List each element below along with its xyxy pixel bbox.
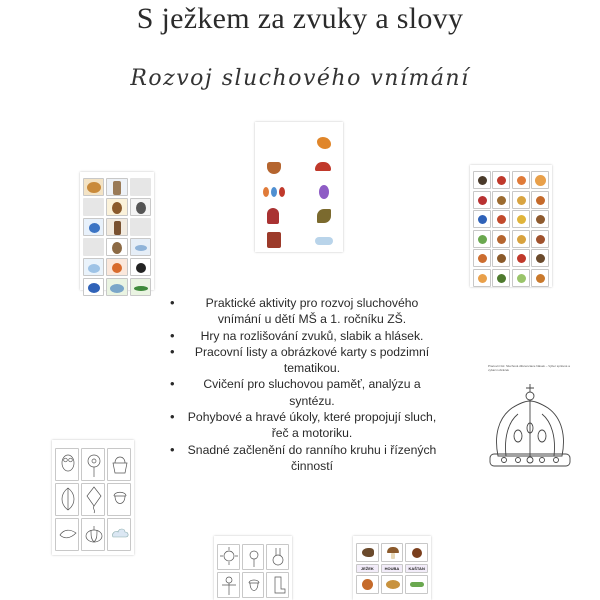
leaves-picture [311,134,337,154]
card-image [512,210,530,228]
sheet-heading [52,440,134,448]
card-image [473,210,491,228]
card-image [130,258,151,276]
birdhouse-picture [261,230,287,250]
crown-outline [484,378,576,478]
basket-picture [261,158,287,178]
feature-item: • Snadné začlenění do ranního kruhu i řízených činností [170,442,440,475]
card-label [83,238,104,256]
card-image [512,171,530,189]
card-image [130,278,151,296]
card-image [512,191,530,209]
autumn-pictures-grid [261,134,337,250]
mushrooms-picture [311,158,337,178]
card-image [531,230,549,248]
card-image [473,249,491,267]
kids-picture [261,182,287,202]
card-image [531,210,549,228]
flower-outline [81,448,105,481]
feature-item: • Praktické aktivity pro rozvoj sluchového vnímání u dětí MŠ a 1. ročníku ZŠ. [170,295,440,328]
card-image [106,178,127,196]
crown-worksheet-thumbnail [484,364,576,474]
hedgehog-picture [356,543,379,562]
rabbit-outline [266,544,289,570]
cloud-outline [107,518,131,551]
crown-caption: Pracovní list: Sluchová diferenciace hlásek – Vyber správné a vybarvi obrázek [488,365,570,372]
sun-outline [217,544,240,570]
card-image [531,249,549,267]
card-image [492,191,510,209]
card-image [512,269,530,287]
basket-outline [107,448,131,481]
forest-cards-grid [473,171,549,287]
card-label: KAŠTAN [405,564,428,573]
feature-item: • Pohybové a hravé úkoly, které propojují sluch, řeč a motoriku. [170,409,440,442]
potato-picture [381,575,404,594]
card-image [106,278,127,296]
feature-item: • Cvičení pro sluchovou paměť, analýzu a syntézu. [170,376,440,409]
card-image [531,191,549,209]
card-image [106,218,127,236]
feature-item: • Hry na rozlišování zvuků, slabik a hlásek. [170,328,440,344]
pumpkin-outline [81,518,105,551]
card-image [492,210,510,228]
child-picture [261,206,287,226]
forest-cards-thumbnail [470,165,552,287]
bird-outline [55,518,79,551]
card-image [130,198,151,216]
card-image [473,191,491,209]
leaf-outline [55,483,79,516]
cloud-picture [311,230,337,250]
empty-slot [261,134,287,154]
card-image [512,230,530,248]
mushroom-picture [381,543,404,562]
sheet-heading [255,122,343,130]
autumn-pictures-thumbnail [255,122,343,252]
labeled-cards-grid [356,543,428,594]
coloring-worksheet-thumbnail [52,440,134,555]
card-image [492,249,510,267]
card-image [106,238,127,256]
hedgehog-worksheet-thumbnail [214,536,292,600]
feature-list [170,295,440,474]
card-image [106,258,127,276]
card-image [106,198,127,216]
card-image [473,269,491,287]
card-image [492,171,510,189]
feature-item: • Pracovní listy a obrázkové karty s podzimní tematikou. [170,344,440,377]
page-title: S ježkem za zvuky a slovy [136,2,464,35]
card-label [130,178,151,196]
card-image [83,258,104,276]
flower-outline [242,544,265,570]
card-image [473,171,491,189]
scarecrow-outline [217,572,240,598]
hedgehog-grid [217,544,289,598]
kite-outline [81,483,105,516]
coloring-grid [55,448,131,551]
card-label [130,218,151,236]
card-image [531,171,549,189]
card-label: HOUBA [381,564,404,573]
card-image [492,269,510,287]
card-image [83,278,104,296]
card-image [512,249,530,267]
page-subtitle: Rozvoj sluchového vnímání [130,66,470,91]
card-label: JEŽEK [356,564,379,573]
card-image [492,230,510,248]
squirrel-picture [356,575,379,594]
card-image [473,230,491,248]
boot-outline [266,572,289,598]
branch-picture [311,206,337,226]
animal-cards-thumbnail [80,172,154,290]
lizard-picture [405,575,428,594]
chestnut-picture [405,543,428,562]
card-image [531,269,549,287]
sheet-heading [214,536,292,544]
animal-cards-grid [83,178,151,296]
card-image [83,218,104,236]
card-image [130,238,151,256]
acorn-outline [107,483,131,516]
card-label [83,198,104,216]
acorn-outline [242,572,265,598]
labeled-cards-thumbnail [353,536,431,600]
owl-outline [55,448,79,481]
card-image [83,178,104,196]
bird-picture [311,182,337,202]
